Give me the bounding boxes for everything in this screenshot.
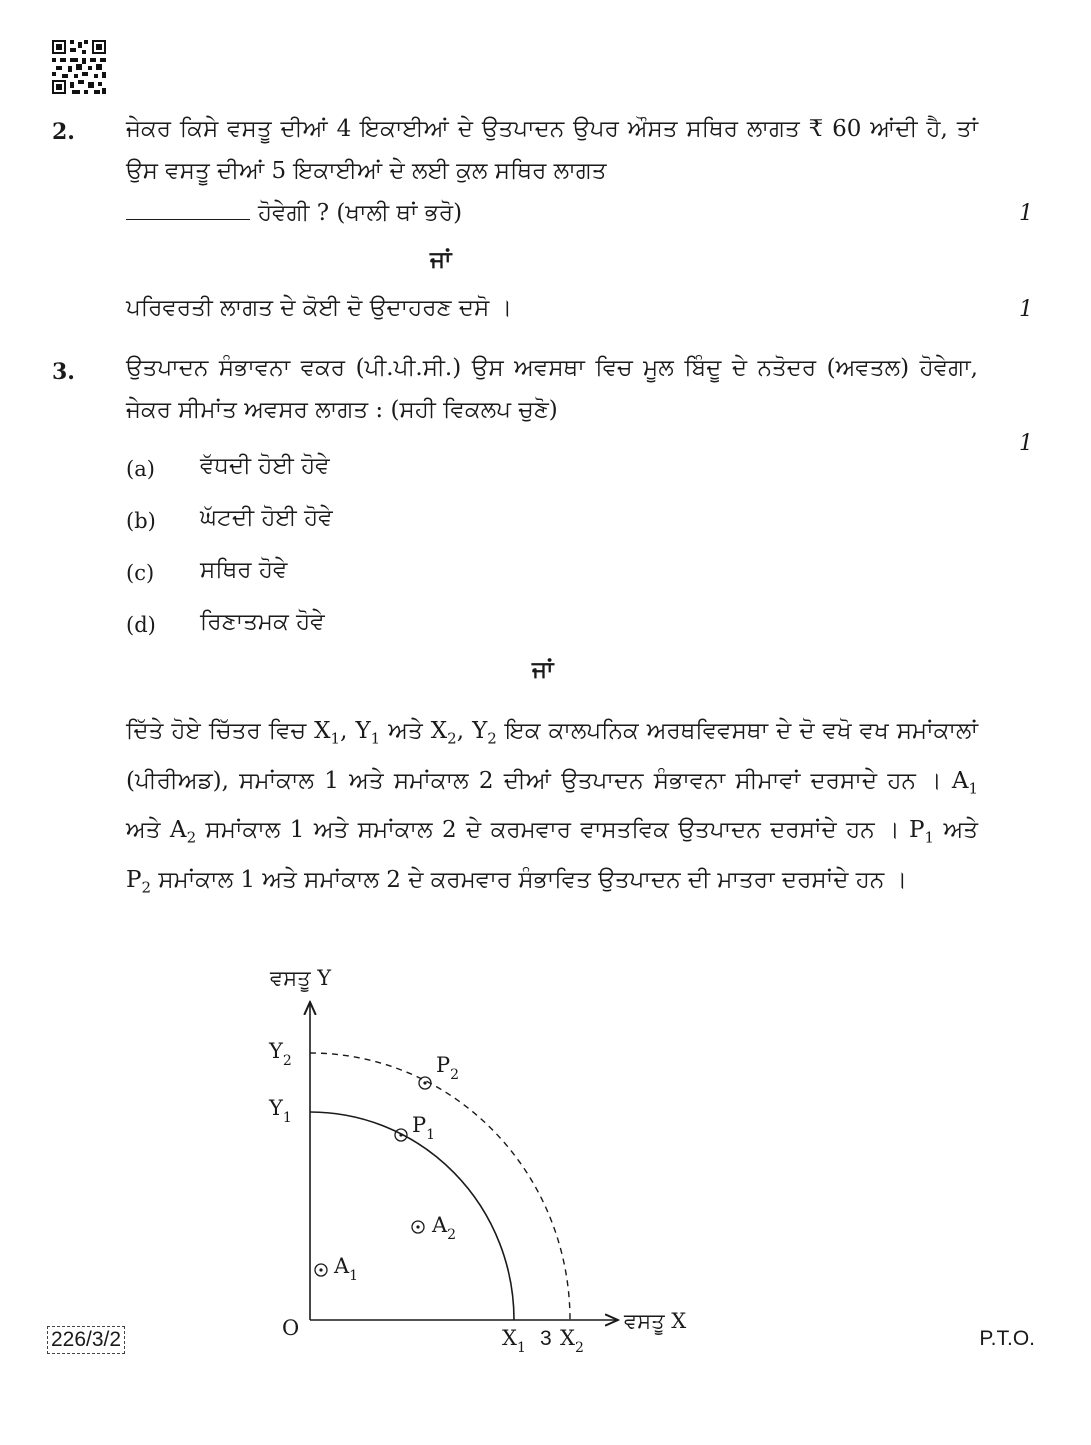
marks: 1 — [1019, 297, 1033, 322]
x-axis-label: ਵਸਤੂ X — [624, 1309, 687, 1333]
question-number: 2. — [52, 119, 75, 145]
point-a2 — [412, 1221, 424, 1233]
qr-code — [52, 40, 106, 94]
ppc-curve-period-1 — [310, 1112, 514, 1320]
question-2-alternative: ਪਰਿਵਰਤੀ ਲਾਗਤ ਦੇ ਕੋਈ ਦੋ ਉਦਾਹਰਣ ਦਸੋ । — [126, 295, 513, 321]
or-separator: ਜਾਂ — [532, 656, 554, 683]
option-text: ਵੱਧਦੀ ਹੋਈ ਹੋਵੇ — [200, 453, 330, 479]
y-axis-label: ਵਸਤੂ Y — [270, 966, 332, 990]
option-text: ਰਿਣਾਤਮਕ ਹੋਵੇ — [200, 609, 325, 635]
question-2-line1: ਜੇਕਰ ਕਿਸੇ ਵਸਤੂ ਦੀਆਂ 4 ਇਕਾਈਆਂ ਦੇ ਉਤਪਾਦਨ ਉਪਰ ਔਸਤ ਸਥਿਰ ਲਾਗਤ ₹ 60 ਆਂਦੀ ਹੈ, ਤਾਂ ਉਸ ਵਸਤੂ ਦੀਆਂ 5 ਇਕਾਈਆਂ ਦੇ ਲਈ ਕੁਲ ਸਥਿਰ ਲਾਗਤ — [126, 116, 978, 184]
option-letter: (d) — [126, 613, 156, 637]
option-letter: (b) — [126, 509, 156, 533]
point-p1 — [395, 1129, 407, 1141]
question-3-alternative: ਦਿੱਤੇ ਹੋਏ ਚਿੱਤਰ ਵਿਚ $X_1$, $Y_1$ ਅਤੇ $X_2$, $Y_2$ ਇਕ ਕਾਲਪਨਿਕ ਅਰਥਵਿਵਸਥਾ ਦੇ ਦੋ ਵਖੋ ਵਖ ਸਮਾਂਕਾਲਾਂ (ਪੀਰੀਅਡ), ਸਮਾਂਕਾਲ 1 ਅਤੇ ਸਮਾਂਕਾਲ 2 ਦੀਆਂ ਉਤਪਾਦਨ ਸੰਭਾਵਨਾ ਸੀਮਾਵਾਂ ਦਰਸਾਦੇ ਹਨ । $A_1$ ਅਤੇ $A_2$ ਸਮਾਂਕਾਲ 1 ਅਤੇ ਸਮਾਂਕਾਲ 2 ਦੇ ਕਰਮਵਾਰ ਵਾਸਤਵਿਕ ਉਤਪਾਦਨ ਦਰਸਾਂਦੇ ਹਨ । $P_1$ ਅਤੇ $P_2$ ਸਮਾਂਕਾਲ 1 ਅਤੇ ਸਮਾਂਕਾਲ 2 ਦੇ ਕਰਮਵਾਰ ਸੰਭਾਵਿਤ ਉਤਪਾਦਨ ਦੀ ਮਾਤਰਾ ਦਰਸਾਂਦੇ ਹਨ । — [126, 718, 979, 897]
option-letter: (c) — [126, 561, 155, 585]
page-number: 3 — [540, 1327, 552, 1350]
a2-label: $A_2$ — [432, 1213, 457, 1243]
marks: 1 — [1019, 431, 1033, 456]
marks: 1 — [1019, 201, 1033, 226]
y1-label: $Y_1$ — [269, 1096, 292, 1126]
pto-note: P.T.O. — [979, 1327, 1035, 1350]
y2-label: $Y_2$ — [269, 1039, 292, 1069]
question-2-line2: ਹੋਵੇਗੀ ? (ਖਾਲੀ ਥਾਂ ਭਰੋ) — [258, 200, 463, 226]
option-letter: (a) — [126, 457, 155, 481]
or-separator: ਜਾਂ — [430, 246, 452, 273]
option-text: ਘੱਟਦੀ ਹੋਈ ਹੋਵੇ — [200, 505, 333, 531]
ppc-diagram — [260, 960, 720, 1360]
origin-label: O — [282, 1316, 300, 1340]
point-a1 — [315, 1264, 327, 1276]
p2-label: $P_2$ — [436, 1053, 460, 1083]
option-text: ਸਥਿਰ ਹੋਵੇ — [200, 557, 288, 583]
x2-label: $X_2$ — [560, 1326, 584, 1356]
fill-in-blank — [126, 219, 250, 220]
a1-label: $A_1$ — [334, 1254, 359, 1284]
question-3-text: ਉਤਪਾਦਨ ਸੰਭਾਵਨਾ ਵਕਰ (ਪੀ.ਪੀ.ਸੀ.) ਉਸ ਅਵਸਥਾ ਵਿਚ ਮੂਲ ਬਿੰਦੂ ਦੇ ਨਤੋਦਰ (ਅਵਤਲ) ਹੋਵੇਗਾ, ਜੇਕਰ ਸੀਮਾਂਤ ਅਵਸਰ ਲਾਗਤ : (ਸਹੀ ਵਿਕਲਪ ਚੁਣੋ) — [126, 355, 978, 423]
p1-label: $P_1$ — [412, 1113, 436, 1143]
x1-label: $X_1$ — [502, 1326, 526, 1356]
question-number: 3. — [52, 359, 75, 385]
paper-code: 226/3/2 — [47, 1326, 125, 1354]
question-2-text — [126, 108, 978, 234]
